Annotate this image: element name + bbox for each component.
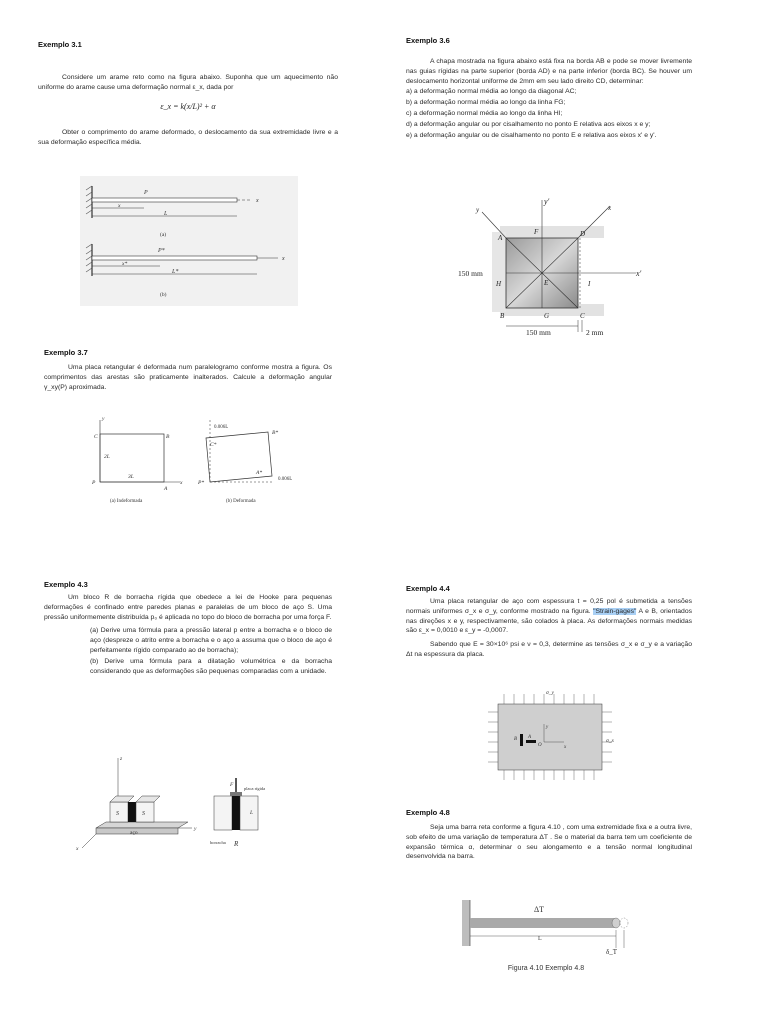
fig-label: A*: [256, 470, 263, 476]
paragraph-text: Considere um arame reto como na figura abaixo. Suponha que um aquecimento não uniforme do arame cause uma deformação normal ε_x, dada por: [38, 73, 338, 91]
fig-label: D: [580, 230, 586, 238]
fig-label: 0.006L: [214, 425, 229, 430]
fig-label: P: [92, 480, 96, 486]
fig-label: borracha: [210, 840, 226, 845]
fig-label: 2 mm: [586, 328, 604, 337]
fig-label: L: [250, 810, 254, 816]
paragraph-text: A e B, orientados nas direções x e y, respectivamente, são colados à placa. As deformações normais medidas são ε_x = 0,0010 e ε_y = -0,0007.: [406, 607, 692, 635]
list-item: b) a deformação normal média ao longo da linha FG;: [406, 99, 566, 107]
fig-label: B: [500, 312, 505, 320]
fig-label: 150 mm: [458, 269, 483, 278]
paragraph: [44, 363, 332, 393]
figure-plate: [456, 196, 656, 346]
figure-caption: Figura 4.10 Exemplo 4.8: [507, 965, 585, 972]
fig-label: H: [496, 280, 502, 288]
example-title: Exemplo 4.3: [44, 580, 88, 589]
paragraph: [38, 73, 338, 93]
fig-label: S: [116, 811, 119, 817]
list-item: e) a deformação angular ou de cisalhamento no ponto E e relativa aos eixos x' e y'.: [406, 131, 657, 139]
example-4-4: [406, 584, 692, 660]
fig-label: L: [164, 211, 168, 217]
list-item: c) a deformação normal média ao longo da linha HI;: [406, 110, 563, 118]
rubber-block-diagram: [74, 752, 286, 852]
figure-wire: [80, 176, 298, 306]
example-3-6: [406, 36, 692, 142]
fig-label: x: [76, 846, 79, 852]
list-item: (b) Derive uma fórmula para a dilatação volumétrica e da borracha considerando que as deformações são pequenas comparadas com a unidade.: [90, 657, 332, 675]
parallelogram-diagram: [84, 412, 300, 504]
fig-label: S: [142, 811, 145, 817]
fig-label: C: [94, 434, 98, 440]
fig-label: x: [608, 204, 612, 212]
paragraph-text: Um bloco R de borracha rígida que obedece a lei de Hooke para pequenas deformações é confinado entre paredes planas e paralelas de um bloco de aço S. Uma pressão uniformemente distribuída p₀ é aplicada no topo do bloco de borracha por uma força F.: [44, 593, 332, 621]
fig-label: aço: [130, 830, 138, 836]
fig-label: x: [282, 256, 285, 262]
fig-label: δ_T: [606, 948, 618, 956]
example-4-3: [44, 580, 332, 678]
fig-label: y: [194, 826, 197, 832]
wire-diagram: [80, 176, 298, 306]
example-3-7: [44, 348, 332, 392]
fig-label: x': [636, 269, 642, 278]
paragraph-text: Seja uma barra reta conforme a figura 4.10 , com uma extremidade fixa e a outra livre, sob efeito de uma variação de temperatura ΔT . Se o material da barra tem um coeficiente de expansão térmica α, determinar o seu alongamento e a tensão normal longitudinal desenvolvida na barra.: [406, 823, 692, 861]
fig-label: ΔT: [534, 905, 545, 914]
paragraph: [406, 57, 692, 87]
fig-label: F: [534, 228, 539, 236]
paragraph-text: A chapa mostrada na figura abaixo está fixa na borda AB e pode se mover livremente nas guias rígidas na parte superior (borda AD) e na parte inferior (borda BC). Se houver um deslocamento horizontal uniforme de 2mm em seu lado direito CD, determinar:: [406, 57, 692, 85]
paragraph: [44, 593, 332, 623]
paragraph: [406, 597, 692, 636]
fig-label: E: [544, 279, 549, 287]
example-4-8: [406, 808, 692, 862]
fig-label: placa rígida: [244, 786, 266, 791]
fig-label: L*: [172, 269, 179, 275]
fig-label: A: [164, 486, 168, 492]
fig-label: P*: [158, 248, 165, 254]
fig-label: B: [514, 737, 518, 742]
fig-label: P*: [198, 480, 205, 486]
fig-label: y: [102, 416, 105, 422]
fig-label: R: [234, 840, 239, 848]
fig-label: L: [538, 936, 542, 942]
fig-label: A: [528, 735, 532, 740]
thermal-bar-diagram: [456, 894, 636, 958]
fig-label: 3L: [128, 474, 134, 480]
paragraph: [38, 128, 338, 148]
plate-diagram: [456, 196, 656, 346]
fig-label: x: [180, 480, 183, 486]
example-title: Exemplo 4.4: [406, 584, 450, 593]
fig-label: C*: [210, 442, 217, 448]
example-title: Exemplo 4.8: [406, 808, 450, 817]
list-item: d) a deformação angular ou por cisalhamento no ponto E relativa aos eixos x e y;: [406, 120, 651, 128]
fig-label: σ_y: [546, 690, 554, 696]
fig-caption: (b): [160, 292, 167, 298]
steel-plate-diagram: [484, 688, 618, 786]
fig-label: C: [580, 312, 585, 320]
fig-label: B: [166, 434, 170, 440]
formula: ε_x = k(x/L)² + α: [160, 101, 216, 111]
figure-rubber-block: [74, 752, 286, 852]
fig-label: P: [144, 190, 148, 196]
item-list: [44, 626, 332, 676]
fig-label: y: [546, 725, 549, 730]
fig-label: x*: [122, 261, 128, 267]
paragraph: [406, 640, 692, 660]
list-item: a) a deformação normal média ao longo da diagonal AC;: [406, 88, 577, 96]
fig-label: 150 mm: [526, 328, 551, 337]
figure-parallelogram: [84, 412, 300, 504]
fig-label: x: [564, 745, 567, 750]
fig-label: B*: [272, 430, 279, 436]
fig-label: O: [538, 743, 542, 748]
paragraph-text: Obter o comprimento do arame deformado, o deslocamento da sua extremidade livre e a sua deformação específica média.: [38, 129, 338, 146]
paragraph-text: Sabendo que E = 30×10⁶ psi e ν = 0,3, determine as tensões σ_x e σ_y e a variação Δt na espessura da placa.: [406, 641, 692, 659]
fig-label: z: [120, 756, 123, 762]
fig-label: I: [588, 280, 591, 288]
example-3-1: [38, 40, 338, 148]
example-title: Exemplo 3.6: [406, 36, 450, 45]
figure-thermal-bar: [456, 894, 636, 958]
paragraph-text: Uma placa retangular de aço com espessura t = 0,25 pol é submetida a tensões normais uniformes σ_x e σ_y, conforme mostrado na figura.: [406, 597, 692, 615]
fig-label: F: [230, 782, 234, 788]
fig-caption: (a): [160, 232, 167, 238]
fig-label: G: [544, 312, 550, 320]
example-title: Exemplo 3.7: [44, 348, 88, 357]
fig-label: σ_x: [606, 738, 614, 744]
fig-label: A: [498, 234, 503, 242]
figure-steel-plate: [484, 688, 618, 786]
paragraph: [406, 823, 692, 862]
fig-caption: (a) Indeformada: [110, 499, 143, 504]
fig-label: 2L: [104, 454, 110, 460]
fig-label: x: [118, 203, 121, 209]
paragraph-text: Uma placa retangular é deformada num paralelogramo conforme mostra a figura. Os comprimentos das arestas são praticamente inalterados. Calcule a deformação angular γ_xy(P) aproximada.: [44, 363, 332, 391]
fig-label: y': [544, 197, 550, 206]
example-title: Exemplo 3.1: [38, 40, 82, 49]
fig-label: x: [256, 198, 259, 204]
fig-label: y: [476, 206, 480, 214]
item-list: [406, 87, 692, 140]
highlighted-text[interactable]: "Strain-gages": [593, 607, 637, 615]
fig-caption: (b) Deformada: [226, 499, 256, 504]
list-item: (a) Derive uma fórmula para a pressão lateral p entre a borracha e o bloco de aço (despreze o atrito entre a borracha e o aço a assuma que o bloco de aço é perfeitamente rígido comparado ao de borracha);: [90, 627, 332, 655]
fig-label: 0.006L: [278, 477, 293, 482]
